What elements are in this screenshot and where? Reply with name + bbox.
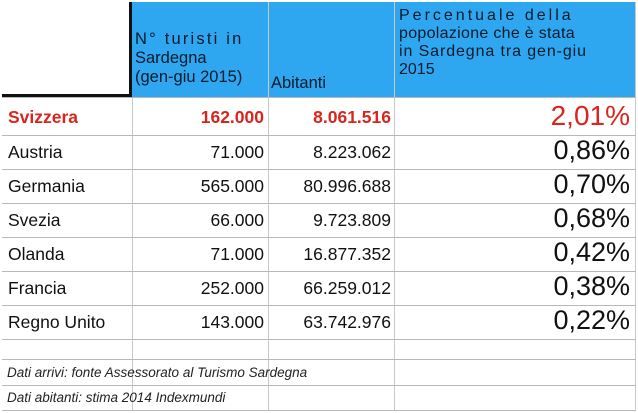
table-row-svizzera	[2, 100, 636, 134]
abitanti-cell: 16.877.352	[303, 244, 391, 264]
header-turisti	[132, 2, 268, 97]
table-row	[2, 135, 636, 169]
turisti-cell: 71.000	[210, 142, 264, 162]
country-cell: Regno Unito	[8, 312, 106, 332]
turisti-cell: 143.000	[200, 312, 264, 332]
row-divider	[2, 339, 636, 340]
turisti-cell: 71.000	[210, 244, 264, 264]
data-table	[2, 2, 636, 411]
country-cell: Svizzera	[8, 107, 79, 127]
percentuale-cell: 0,70%	[553, 169, 630, 199]
turisti-cell: 162.000	[200, 107, 264, 127]
header-corner-cell	[2, 2, 132, 97]
percentuale-cell: 0,22%	[553, 305, 630, 335]
row-divider	[2, 97, 636, 98]
abitanti-cell: 9.723.809	[313, 210, 391, 230]
turisti-cell: 252.000	[200, 278, 264, 298]
table-row	[2, 271, 636, 305]
header-percentuale-line-4: 2015	[399, 61, 435, 78]
country-cell: Svezia	[8, 210, 61, 230]
table-row	[2, 169, 636, 203]
country-cell: Olanda	[8, 244, 65, 264]
abitanti-cell: 8.061.516	[313, 107, 391, 127]
row-divider	[2, 410, 636, 411]
row-divider	[2, 359, 636, 360]
turisti-cell: 565.000	[200, 176, 264, 196]
abitanti-cell: 66.259.012	[303, 278, 391, 298]
abitanti-cell: 8.223.062	[313, 142, 391, 162]
percentuale-cell: 2,01%	[550, 100, 630, 131]
percentuale-cell: 0,38%	[553, 271, 630, 301]
table-row	[2, 237, 636, 271]
header-turisti-line-2: Sardegna	[135, 49, 207, 67]
percentuale-cell: 0,86%	[553, 135, 630, 165]
turisti-cell: 66.000	[210, 210, 264, 230]
header-abitanti: Abitanti	[269, 2, 394, 97]
row-divider	[2, 385, 636, 386]
header-percentuale-line-3: in Sardegna tra gen-giu	[399, 43, 587, 60]
percentuale-cell: 0,68%	[553, 203, 630, 233]
abitanti-cell: 63.742.976	[303, 312, 391, 332]
header-percentuale-line-2: popolazione che è stata	[399, 25, 575, 42]
source-note-abitanti: Dati abitanti: stima 2014 Indexmundi	[7, 390, 226, 405]
abitanti-cell: 80.996.688	[303, 176, 391, 196]
table-row	[2, 305, 636, 339]
country-cell: Germania	[8, 176, 85, 196]
percentuale-cell: 0,42%	[553, 237, 630, 267]
header-percentuale-line-1: Percentuale della	[399, 7, 574, 24]
header-turisti-line-3: (gen-giu 2015)	[135, 68, 243, 86]
header-turisti-line-1: N° turisti in	[135, 30, 244, 48]
source-note-arrivi: Dati arrivi: fonte Assessorato al Turismo Sardegna	[7, 365, 308, 380]
country-cell: Francia	[8, 278, 67, 298]
table-row	[2, 203, 636, 237]
country-cell: Austria	[8, 142, 63, 162]
header-percentuale	[395, 2, 636, 97]
